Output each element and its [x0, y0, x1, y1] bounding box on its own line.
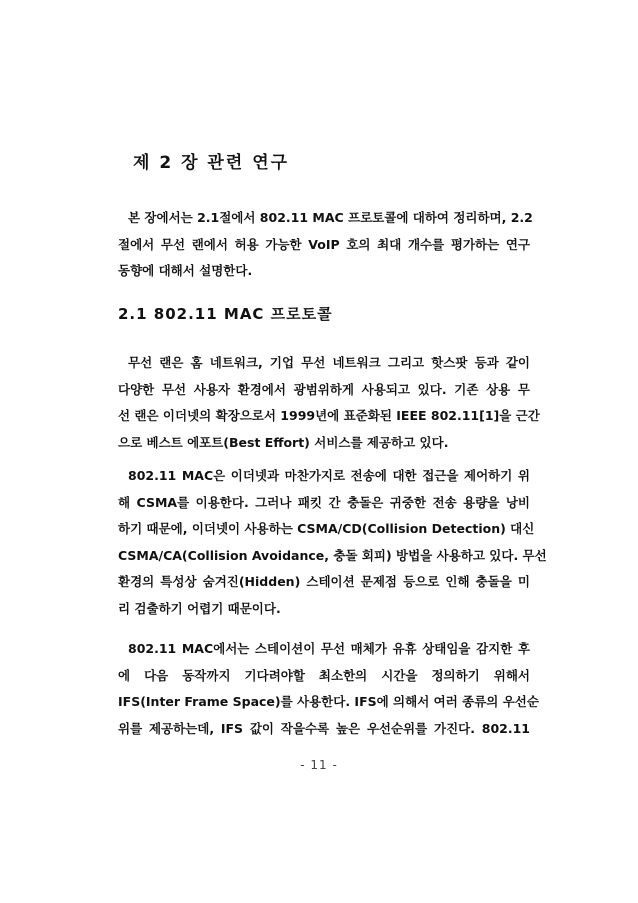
body-paragraph-3 [118, 636, 539, 742]
page-number: - 11 - [300, 758, 338, 772]
paragraph-line: 802.11 MAC에서는 스테이션이 무선 매체가 유휴 상태임을 감지한 후 [128, 641, 530, 656]
paragraph-line: IFS(Inter Frame Space)를 사용한다. IFS에 의해서 여러 종류의 우선순 [118, 694, 539, 709]
paragraph-line: 리 검출하기 어렵기 때문이다. [118, 600, 281, 616]
paragraph-line: 802.11 MAC은 이더넷과 마찬가지로 전송에 대한 접근을 제어하기 위 [128, 468, 530, 483]
paragraph-line: 에 다음 동작까지 기다려야할 최소한의 시간을 정의하기 위해서 [118, 667, 530, 683]
body-paragraph-1 [118, 350, 540, 456]
section-title: 2.1 802.11 MAC 프로토콜 [118, 305, 333, 323]
paragraph-line: CSMA/CA(Collision Avoidance, 충돌 회피) 방법을 사용하고 있다. 무선 [118, 547, 547, 563]
paragraph-line: 위를 제공하는데, IFS 값이 작을수록 높은 우선순위를 가진다. 802.11 [118, 720, 530, 736]
body-paragraph-2 [118, 463, 547, 622]
paragraph-line: 해 CSMA를 이용한다. 그러나 패킷 간 충돌은 귀중한 전송 용량을 낭비 [118, 494, 530, 510]
chapter-title: 제 2 장 관련 연구 [133, 153, 290, 173]
intro-paragraph [118, 205, 533, 285]
paragraph-line: 절에서 무선 랜에서 허용 가능한 VoIP 호의 최대 개수를 평가하는 연구 [118, 236, 530, 252]
paragraph-line: 무선 랜은 홈 네트워크, 기업 무선 네트워크 그리고 핫스팟 등과 같이 [128, 355, 530, 370]
paragraph-line: 환경의 특성상 숨겨진(Hidden) 스테이션 문제점 등으로 인해 충돌을 미 [118, 574, 530, 589]
paragraph-line: 하기 때문에, 이더넷이 사용하는 CSMA/CD(Collision Detection) 대신 [118, 521, 535, 536]
paragraph-line: 동향에 대해서 설명한다. [118, 263, 253, 278]
paragraph-line: 으로 베스트 에포트(Best Effort) 서비스를 제공하고 있다. [118, 434, 449, 450]
paragraph-line: 선 랜은 이더넷의 확장으로서 1999년에 표준화된 IEEE 802.11[1]을 근간 [118, 408, 540, 423]
paragraph-line: 다양한 무선 사용자 환경에서 광범위하게 사용되고 있다. 기존 상용 무 [118, 381, 530, 397]
paragraph-line: 본 장에서는 2.1절에서 802.11 MAC 프로토콜에 대하여 정리하며, 2.2 [128, 210, 533, 225]
